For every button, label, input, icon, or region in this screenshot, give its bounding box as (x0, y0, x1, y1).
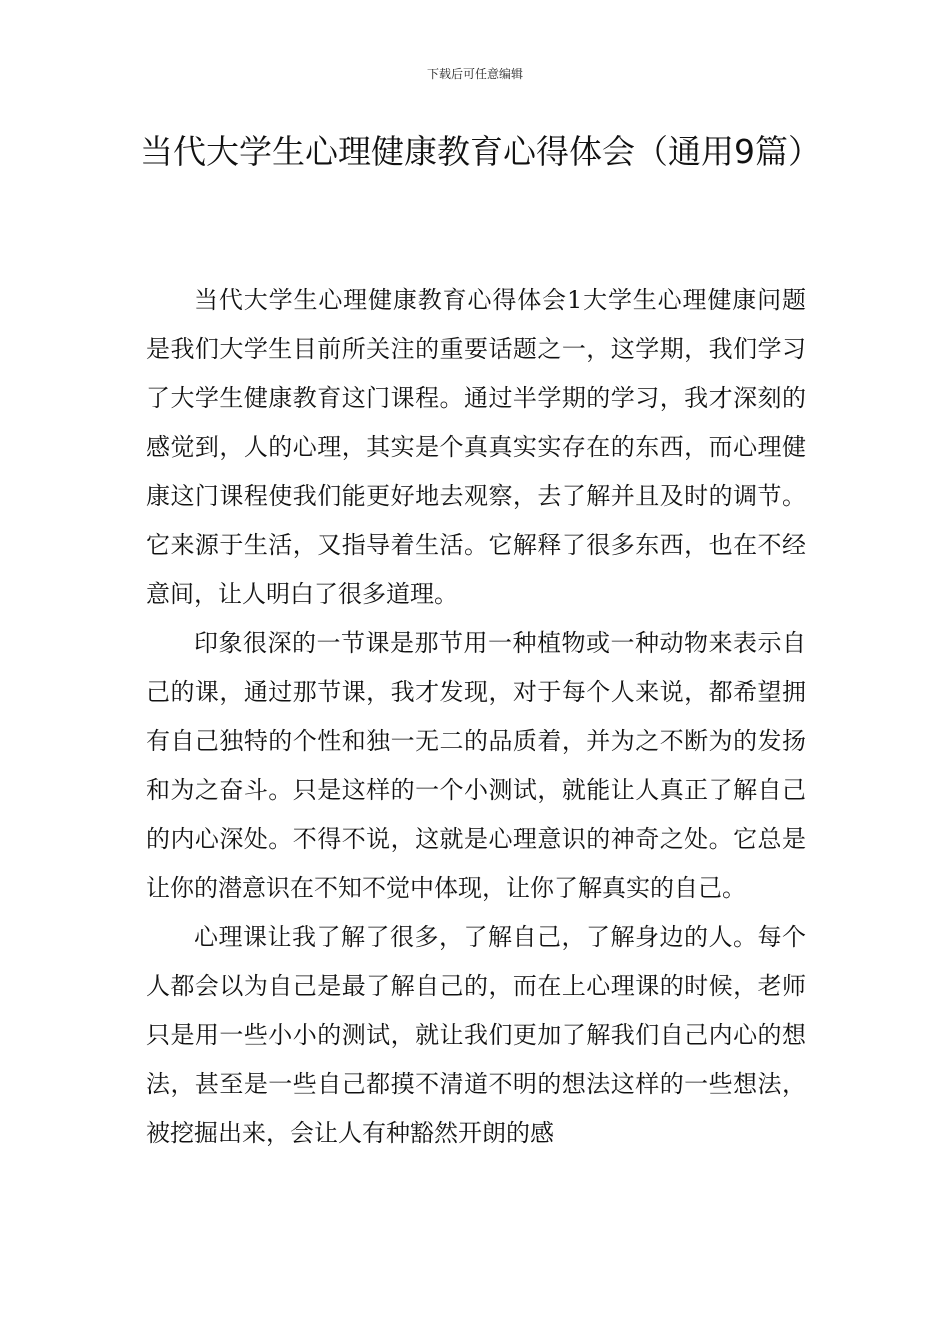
header-note: 下载后可任意编辑 (426, 67, 523, 81)
document-body (146, 276, 806, 1158)
document-title: 当代大学生心理健康教育心得体会（通用9篇） (140, 132, 821, 171)
paragraph-2: 印象很深的一节课是那节用一种植物或一种动物来表示自己的课，通过那节课，我才发现，对于每个人来说，都希望拥有自己独特的个性和独一无二的品质着，并为之不断为的发扬和为之奋斗。只是这样的一个小测试，就能让人真正了解自己的内心深处。不得不说，这就是心理意识的神奇之处。它总是让你的潜意识在不知不觉中体现，让你了解真实的自己。 (146, 629, 806, 902)
paragraph-3: 心理课让我了解了很多，了解自己，了解身边的人。每个人都会以为自己是最了解自己的，而在上心理课的时候，老师只是用一些小小的测试，就让我们更加了解我们自己内心的想法，甚至是一些自己都摸不清道不明的想法这样的一些想法，被挖掘出来，会让人有种豁然开朗的感 (146, 923, 806, 1147)
paragraph-1: 当代大学生心理健康教育心得体会1大学生心理健康问题是我们大学生目前所关注的重要话题之一，这学期，我们学习了大学生健康教育这门课程。通过半学期的学习，我才深刻的感觉到，人的心理，其实是个真真实实存在的东西，而心理健康这门课程使我们能更好地去观察，去了解并且及时的调节。它来源于生活，又指导着生活。它解释了很多东西，也在不经意间，让人明白了很多道理。 (146, 286, 806, 608)
